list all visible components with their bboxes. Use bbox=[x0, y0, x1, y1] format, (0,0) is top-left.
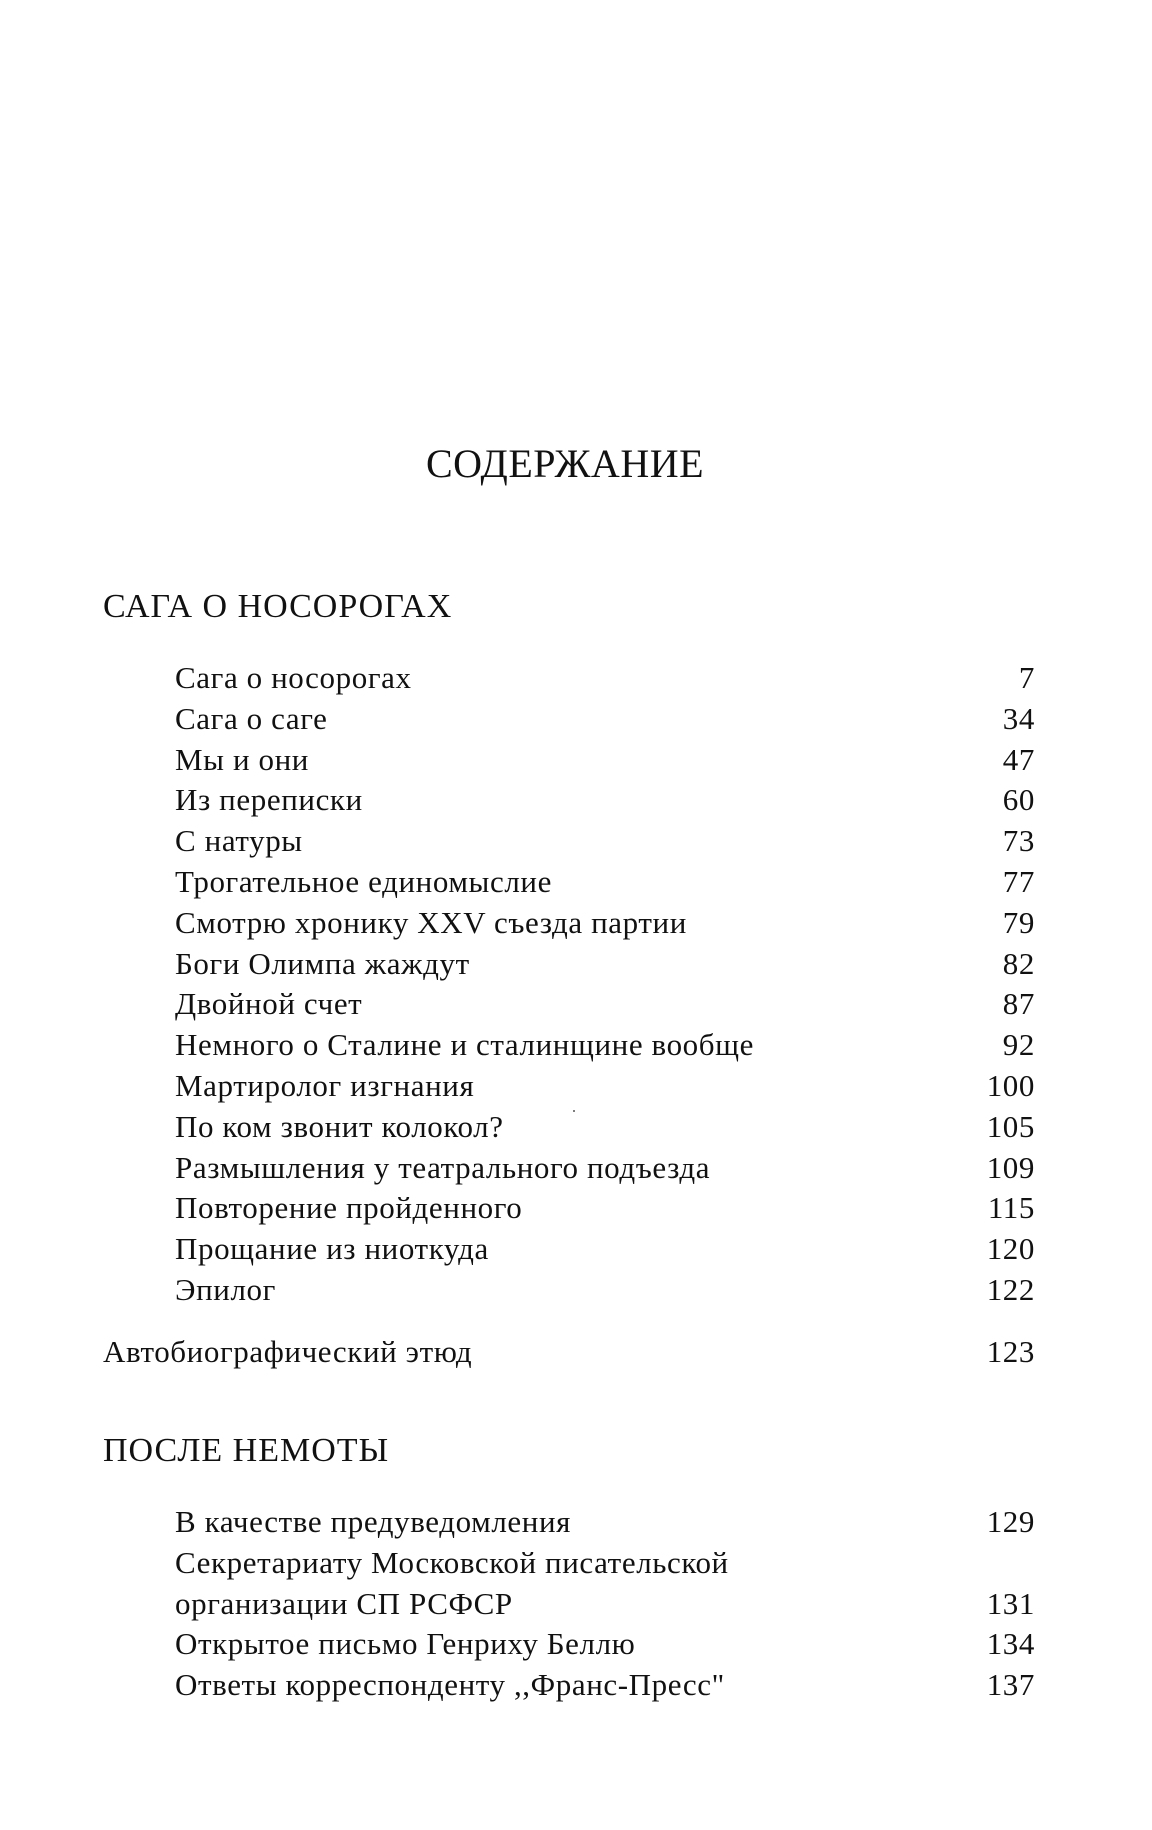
toc-entry bbox=[175, 1025, 1035, 1066]
toc-entry-page: 129 bbox=[986, 1504, 1035, 1539]
toc-entry-label: Трогательное единомыслие bbox=[175, 863, 552, 899]
toc-entry-label: Открытое письмо Генриху Беллю bbox=[175, 1626, 636, 1662]
toc-entry bbox=[175, 1148, 1035, 1189]
toc-entry-label: С натуры bbox=[175, 823, 303, 859]
toc-entry bbox=[175, 1270, 1035, 1311]
toc-entry-page: 100 bbox=[986, 1067, 1035, 1103]
toc-entry-page: 92 bbox=[1002, 1027, 1035, 1063]
toc-entry bbox=[175, 1188, 1035, 1229]
toc-entry-page: 109 bbox=[986, 1149, 1035, 1185]
toc-entry bbox=[175, 740, 1035, 781]
toc-entry-page: 134 bbox=[986, 1626, 1035, 1662]
toc-entry-label: Боги Олимпа жаждут bbox=[175, 945, 470, 981]
toc-entry-page: 60 bbox=[1002, 782, 1035, 818]
toc-entry bbox=[175, 1066, 1035, 1107]
toc-entry-label: По ком звонит колокол? bbox=[175, 1108, 504, 1144]
toc-entry bbox=[175, 699, 1035, 740]
toc-list-after-silence bbox=[175, 1502, 1035, 1706]
toc-entry-label: Двойной счет bbox=[175, 986, 363, 1022]
toc-entry-page: 34 bbox=[1002, 700, 1035, 736]
toc-entry-page: 115 bbox=[987, 1190, 1035, 1226]
toc-entry bbox=[175, 1665, 1035, 1706]
toc-entry bbox=[175, 821, 1035, 862]
toc-entry-label: Ответы корреспонденту ,,Франс-Пресс" bbox=[175, 1667, 725, 1703]
toc-list-saga bbox=[175, 658, 1035, 1311]
toc-entry-label: Размышления у театрального подъезда bbox=[175, 1149, 711, 1185]
toc-entry-page: 87 bbox=[1002, 986, 1035, 1022]
toc-entry bbox=[175, 1624, 1035, 1665]
toc-entry-label: Автобиографический этюд bbox=[103, 1334, 473, 1369]
toc-entry-page: 105 bbox=[986, 1108, 1035, 1144]
toc-standalone-autobiography bbox=[103, 1332, 1035, 1373]
toc-entry-page: 122 bbox=[986, 1271, 1035, 1307]
toc-entry-page: 77 bbox=[1002, 863, 1035, 899]
toc-entry bbox=[175, 780, 1035, 821]
toc-entry bbox=[175, 984, 1035, 1025]
toc-entry bbox=[175, 1502, 1035, 1543]
toc-entry-page: 120 bbox=[986, 1231, 1035, 1267]
toc-entry bbox=[175, 1107, 1035, 1148]
toc-entry-label: Мы и они bbox=[175, 741, 309, 777]
toc-entry-label: Секретариату Московской писательской bbox=[175, 1544, 729, 1580]
toc-entry bbox=[175, 903, 1035, 944]
toc-entry bbox=[175, 1543, 1035, 1584]
toc-entry-page: 123 bbox=[986, 1334, 1035, 1369]
toc-entry-page: 82 bbox=[1002, 945, 1035, 981]
page-title: СОДЕРЖАНИЕ bbox=[425, 441, 705, 486]
toc-entry-label: Повторение пройденного bbox=[175, 1190, 523, 1226]
toc-entry-label: Сага о саге bbox=[175, 700, 328, 736]
section-heading-saga: САГА О НОСОРОГАХ bbox=[103, 588, 453, 625]
section-heading-after-silence: ПОСЛЕ НЕМОТЫ bbox=[103, 1432, 390, 1469]
toc-entry-page: 137 bbox=[986, 1667, 1035, 1703]
toc-entry-page: 47 bbox=[1002, 741, 1035, 777]
stray-print-mark bbox=[573, 1110, 575, 1112]
toc-entry-label: Прощание из ниоткуда bbox=[175, 1231, 489, 1267]
toc-entry-page: 131 bbox=[986, 1585, 1035, 1621]
toc-entry-label: Сага о носорогах bbox=[175, 660, 412, 695]
toc-entry-label: организации СП РСФСР bbox=[175, 1585, 513, 1621]
toc-entry-label: Смотрю хронику XXV съезда партии bbox=[175, 904, 687, 940]
toc-entry-label: В качестве предуведомления bbox=[175, 1504, 572, 1539]
toc-entry bbox=[175, 944, 1035, 985]
toc-entry-page: 73 bbox=[1002, 823, 1035, 859]
toc-entry-label: Немного о Сталине и сталинщине вообще bbox=[175, 1027, 754, 1063]
toc-entry-label: Эпилог bbox=[175, 1271, 276, 1307]
toc-entry-page: 79 bbox=[1002, 904, 1035, 940]
toc-entry bbox=[175, 658, 1035, 699]
toc-entry bbox=[175, 1584, 1035, 1625]
toc-entry bbox=[175, 862, 1035, 903]
toc-entry bbox=[175, 1229, 1035, 1270]
toc-entry-label: Мартиролог изгнания bbox=[175, 1067, 475, 1103]
toc-entry-label: Из переписки bbox=[175, 782, 363, 818]
toc-entry bbox=[103, 1332, 1035, 1373]
toc-entry-page: 7 bbox=[1018, 660, 1035, 695]
